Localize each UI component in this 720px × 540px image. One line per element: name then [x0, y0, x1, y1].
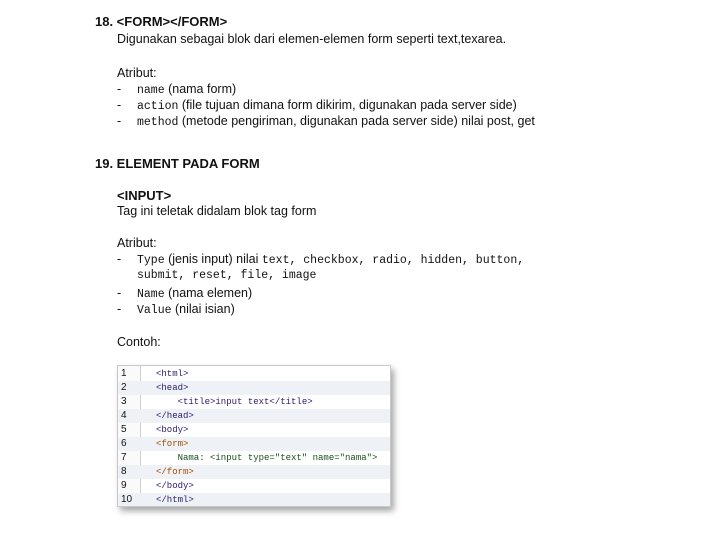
section-19-attr-label: Atribut:	[117, 236, 157, 250]
line-number: 6	[121, 438, 127, 449]
type-values-line-1: text, checkbox, radio, hidden, button,	[261, 254, 525, 267]
code-text: Nama: <input type="text" name="nama">	[156, 453, 378, 463]
bullet-dash: -	[117, 252, 122, 266]
code-text: </form>	[156, 467, 194, 477]
code-text: <body>	[156, 425, 189, 435]
line-number: 9	[121, 480, 127, 491]
code-text: <form>	[156, 439, 189, 449]
line-number: 10	[121, 494, 133, 505]
line-number: 4	[121, 410, 127, 421]
attribute-description: (metode pengiriman, digunakan pada server side) nilai post, get	[178, 114, 535, 128]
code-text: </html>	[156, 495, 194, 505]
attribute-description: (file tujuan dimana form dikirim, digunakan pada server side)	[178, 98, 517, 112]
line-number: 1	[121, 368, 127, 379]
line-number: 5	[121, 424, 127, 435]
code-text: <html>	[156, 369, 189, 379]
attribute-action-item	[117, 98, 517, 113]
code-text: <head>	[156, 383, 189, 393]
line-number: 8	[121, 466, 127, 477]
section-18-heading: 18. <FORM></FORM>	[95, 14, 228, 29]
attribute-name-item-input	[117, 286, 252, 301]
code-text: </head>	[156, 411, 194, 421]
code-line	[118, 479, 390, 493]
attribute-keyword: action	[137, 100, 179, 113]
line-number: 2	[121, 382, 127, 393]
attribute-type-item	[117, 252, 524, 267]
bullet-dash: -	[117, 114, 122, 128]
code-line	[118, 437, 390, 451]
attribute-keyword: Value	[137, 304, 172, 317]
code-line	[118, 451, 390, 465]
attribute-method-item	[117, 114, 535, 129]
attribute-keyword: method	[137, 116, 179, 129]
code-example-box	[117, 365, 391, 507]
code-line	[118, 381, 390, 395]
attribute-description: (nilai isian)	[171, 302, 235, 316]
attribute-keyword: Type	[137, 254, 165, 267]
attribute-description: (nama elemen)	[164, 286, 253, 300]
section-18-description: Digunakan sebagai blok dari elemen-elemen form seperti text,texarea.	[117, 32, 507, 46]
example-label: Contoh:	[117, 335, 161, 349]
input-subheading: <INPUT>	[117, 188, 172, 203]
line-number: 3	[121, 396, 127, 407]
bullet-dash: -	[117, 82, 122, 96]
bullet-dash: -	[117, 286, 122, 300]
code-line	[118, 423, 390, 437]
code-line	[118, 395, 390, 409]
code-line	[118, 493, 390, 507]
attribute-value-item	[117, 302, 235, 317]
attribute-keyword: name	[137, 84, 165, 97]
section-18-attr-label: Atribut:	[117, 66, 157, 80]
attribute-description: (jenis input) nilai	[164, 252, 262, 266]
code-text: <title>input text</title>	[156, 397, 313, 407]
section-19-heading: 19. ELEMENT PADA FORM	[95, 156, 260, 171]
line-number: 7	[121, 452, 127, 463]
type-values-line-2: submit, reset, file, image	[137, 269, 317, 282]
section-19-description: Tag ini teletak didalam blok tag form	[117, 204, 317, 218]
code-line	[118, 367, 390, 381]
attribute-description: (nama form)	[164, 82, 237, 96]
code-line	[118, 409, 390, 423]
code-line	[118, 465, 390, 479]
bullet-dash: -	[117, 302, 122, 316]
code-text: </body>	[156, 481, 194, 491]
attribute-name-item	[117, 82, 236, 97]
attribute-keyword: Name	[137, 288, 165, 301]
bullet-dash: -	[117, 98, 122, 112]
